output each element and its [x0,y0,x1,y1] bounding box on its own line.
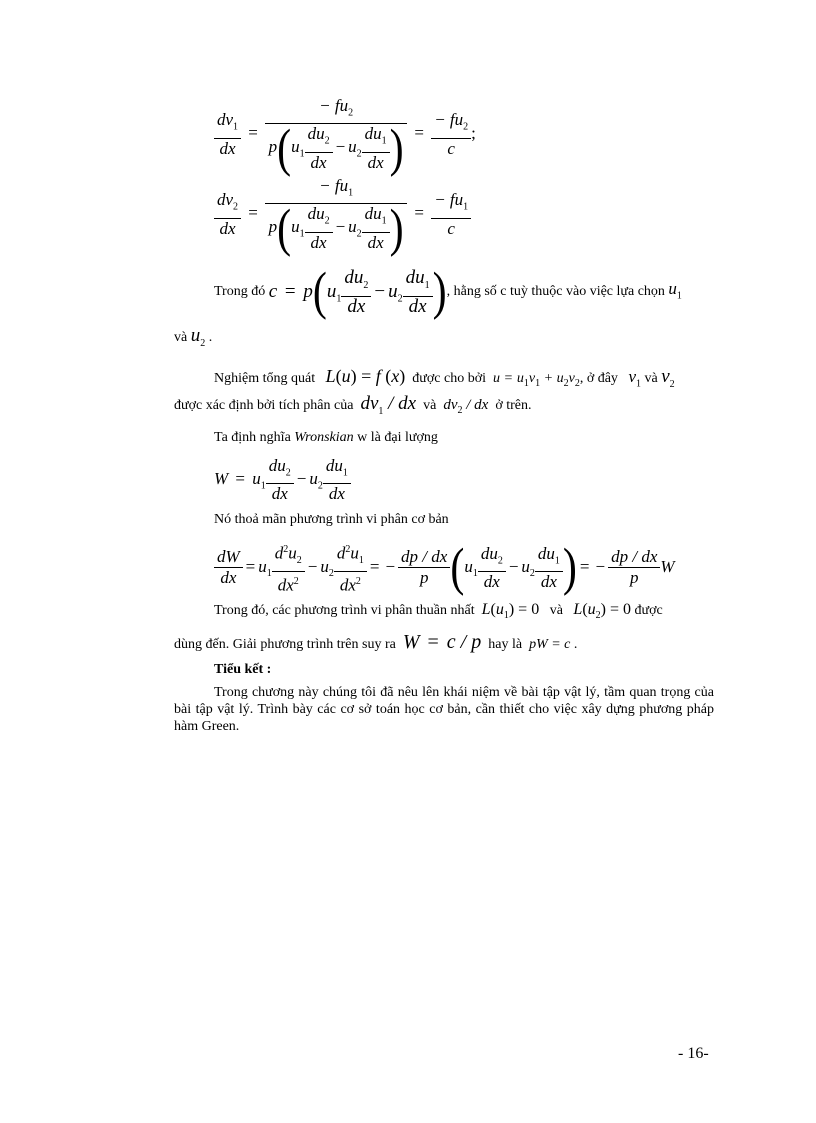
wronskian-definition-text: Ta định nghĩa Wronskian w là đại lượng [214,430,438,445]
c-definition-line: Trong đó $c = p(u_1$ $\frac{du_2}{dx}$ − $u_2$ $\frac{du_1}{dx}$ ) , hằng số c tuỳ thuộc vào việc lựa chọn $u_1$ [214,263,682,322]
basic-ode-text: Nó thoả mãn phương trình vi phân cơ bản [214,512,449,527]
dw-dx-equation: $\frac{dW}{dx}$ = $u_1$ $\frac{d^2u_2}{dx^2}$ − $u_2$ $\frac{d^2u_1}{dx^2}$ = − $\frac{dp / dx}{p}$ ($u_1$ $\frac{du_2}{dx}$ − $u_2$ $\frac{du_1}{dx}$ ) = − $\frac{dp / dx}{p}$ W [214,540,675,596]
conclusion-line: dùng đến. Giải phương trình trên suy ra W = c / p hay là pW = c . [174,631,578,653]
summary-heading: Tiểu kết : [214,662,272,677]
wronskian-equation: $W = u_1$ $\frac{du_2}{dx}$ − $u_2$ $\frac{du_1}{dx}$ [214,456,351,504]
va-u2-line: và $u_2$ . [174,325,213,349]
general-solution-line: Nghiệm tổng quát L(u) = f (x) được cho bởi $u = u_1v_1 + u_2v_2$, ở đây $v_1$ và $v_2$ [214,366,675,390]
summary-paragraph: Trong chương này chúng tôi đã nêu lên khái niệm về bài tập vật lý, tầm quan trọng của bài tập vật lý. Trình bày các cơ sở toán học cơ bản, cần thiết cho việc xây dựng phương pháp hàm Green. [174,685,714,734]
integral-line: được xác định bởi tích phân của $dv_1$ / dx và $dv_2$ / dx ở trên. [174,393,532,417]
equation-dv2: $\frac{dv_2}{dx}$ = − $fu_1$ $p(u_1$ $\frac{du_2}{dx}$ − $u_2$ $\frac{du_1}{dx}$ ) = $\frac{- fu_1}{c}$ [214,176,471,253]
homogeneous-line: Trong đó, các phương trình vi phân thuần nhất $L(u_1) = 0$ và $L(u_2) = 0$ được [214,601,663,622]
page-number: - 16- [678,1045,709,1062]
equation-dv1: $\frac{dv_1}{dx}$ = − $fu_2$ $p(u_1$ $\frac{du_2}{dx}$ − $u_2$ $\frac{du_1}{dx}$ ) = $\frac{- fu_2}{c}$ ; [214,96,476,173]
